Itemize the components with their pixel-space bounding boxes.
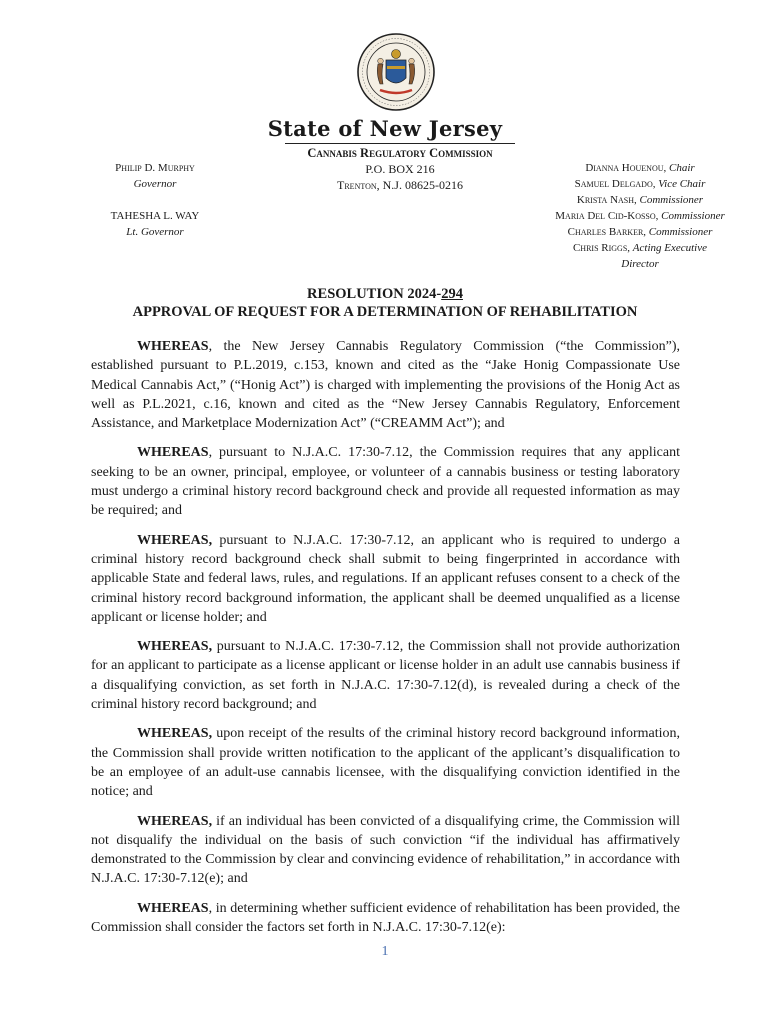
whereas-paragraph: WHEREAS, pursuant to N.J.A.C. 17:30-7.12, the Commission requires that any applicant seeking to be an owner, principal, employee, or volunteer of a cannabis business or testing laboratory must undergo a criminal history record background check and provide all requested information as may be required; and <box>91 445 680 519</box>
agency-city: Trenton, N.J. 08625-0216 <box>337 178 463 192</box>
governor-name: Philip D. Murphy <box>115 162 195 174</box>
whereas-paragraph: WHEREAS, the New Jersey Cannabis Regulatory Commission (“the Commission”), established pursuant to P.L.2019, c.153, known and cited as the “Jake Honig Compassionate Use Medical Cannabis Act,” (“Honig Act”) is charged with implementing the provisions of the Honig Act as well as P.L.2021, c.16, known and cited as the “New Jersey Cannabis Regulatory, Enforcement Assistance, and Marketplace Modernization Act” (“CREAMM Act”); and <box>91 339 680 432</box>
resolution-heading <box>0 285 770 321</box>
whereas-paragraph: WHEREAS, upon receipt of the results of the criminal history record background information, the Commission shall provide written notification to the applicant of the applicant’s disqualification to be an employee of an adult-use cannabis licensee, with the disqualifying conviction identified in the notice; and <box>91 726 680 800</box>
commissioner-line: Charles Barker, Commissioner <box>567 226 713 238</box>
governor-title: Governor <box>133 178 177 190</box>
state-title: State of New Jersey <box>267 116 503 141</box>
commissioner-line: Dianna Houenou, Chair <box>585 162 695 174</box>
commissioner-line: Chris Riggs, Acting Executive <box>572 242 708 254</box>
commissioner-line: Samuel Delgado, Vice Chair <box>574 178 706 190</box>
resolution-number: RESOLUTION 2024-294 <box>307 286 463 302</box>
resolution-title: APPROVAL OF REQUEST FOR A DETERMINATION OF REHABILITATION <box>132 304 638 320</box>
governor-block <box>90 160 220 240</box>
state-seal-icon <box>356 30 436 116</box>
resolution-body <box>91 337 680 947</box>
commissioner-line: Maria Del Cid-Kosso, Commissioner <box>555 210 725 222</box>
lt-governor-name: TAHESHA L. WAY <box>110 210 200 222</box>
page-number: 1 <box>381 944 389 959</box>
whereas-paragraph: WHEREAS, if an individual has been convicted of a disqualifying crime, the Commission will not disqualify the individual on the basis of such conviction “if the individual has affirmatively demonstrated to the Commission by clear and convincing evidence of rehabilitation,” in accordance with N.J.A.C. 17:30-7.12(e); and <box>91 813 680 887</box>
whereas-paragraph: WHEREAS, pursuant to N.J.A.C. 17:30-7.12, the Commission shall not provide authorization for an applicant to participate as a license applicant or license holder in an adult use cannabis business if a disqualifying conviction, as set forth in N.J.A.C. 17:30-7.12(d), is revealed during a check of the criminal history record background; and <box>91 639 680 713</box>
lt-governor-title: Lt. Governor <box>126 226 184 238</box>
agency-block <box>270 145 530 193</box>
commissioner-line: Krista Nash, Commissioner <box>576 194 704 206</box>
commissioner-title-continuation: Director <box>621 258 659 270</box>
agency-name: Cannabis Regulatory Commission <box>307 146 493 160</box>
commissioners-block <box>530 160 750 272</box>
whereas-paragraph: WHEREAS, pursuant to N.J.A.C. 17:30-7.12, an applicant who is required to undergo a criminal history record background check shall submit to being fingerprinted in accordance with applicable State and federal laws, rules, and regulations. If an applicant refuses consent to a check of the criminal history record background information, the applicant shall be deemed unqualified as a license applicant or license holder; and <box>91 532 680 625</box>
agency-po-box: P.O. BOX 216 <box>365 162 435 176</box>
title-divider <box>285 143 515 144</box>
whereas-paragraph: WHEREAS, in determining whether sufficient evidence of rehabilitation has been provided, the Commission shall consider the factors set forth in N.J.A.C. 17:30-7.12(e): <box>91 900 680 936</box>
